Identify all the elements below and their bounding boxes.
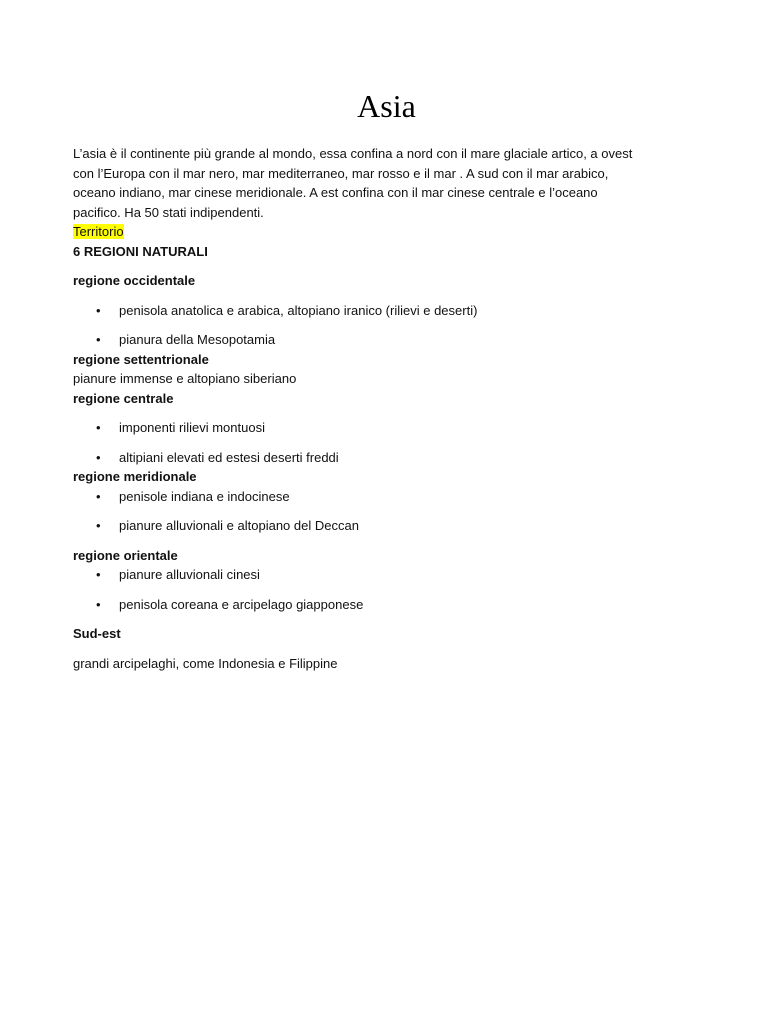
bullet-icon: • (96, 567, 101, 582)
list-centrale (73, 418, 698, 467)
list-item (73, 301, 698, 321)
list-item-text: pianure alluvionali cinesi (119, 567, 260, 582)
bullet-icon: • (96, 302, 101, 318)
bullet-icon: • (96, 332, 101, 347)
section-title-sudest: Sud-est (73, 626, 121, 641)
section-title-meridionale: regione meridionale (73, 469, 197, 484)
list-item (73, 565, 698, 585)
intro-line: L’asia è il continente più grande al mondo, essa confina a nord con il mare glaciale artico, a ovest (73, 146, 633, 161)
list-item-text: pianura della Mesopotamia (119, 332, 276, 347)
section-text-sudest: grandi arcipelaghi, come Indonesia e Filippine (73, 655, 338, 671)
section-title-orientale: regione orientale (73, 547, 178, 563)
list-item (73, 330, 698, 350)
intro-line: pacifico. Ha 50 stati indipendenti. (73, 204, 264, 220)
territorio-label: Territorio (73, 224, 124, 239)
document-title: Asia (357, 88, 416, 124)
list-item-text: penisola anatolica e arabica, altopiano iranico (rilievi e deserti) (119, 302, 478, 318)
section-text-settentrionale: pianure immense e altopiano siberiano (73, 371, 297, 386)
list-item (73, 487, 698, 507)
list-item-text: penisole indiana e indocinese (119, 488, 290, 504)
regions-heading: 6 REGIONI NATURALI (73, 243, 208, 259)
list-meridionale (73, 487, 698, 536)
list-item-text: penisola coreana e arcipelago giapponese (119, 596, 364, 612)
intro-paragraph (73, 144, 698, 222)
bullet-icon: • (96, 488, 101, 504)
territorio-label-line (73, 222, 698, 242)
intro-line: oceano indiano, mar cinese meridionale. A est confina con il mar cinese centrale e l’oceano (73, 185, 598, 200)
list-item-text: altipiani elevati ed estesi deserti freddi (119, 449, 339, 465)
bullet-icon: • (96, 420, 101, 435)
section-title-settentrionale: regione settentrionale (73, 351, 209, 367)
list-occidentale (73, 301, 698, 350)
list-orientale (73, 565, 698, 614)
bullet-icon: • (96, 596, 101, 612)
bullet-icon: • (96, 449, 101, 465)
section-title-centrale: regione centrale (73, 390, 174, 406)
bullet-icon: • (96, 518, 101, 533)
section-title-occidentale: regione occidentale (73, 273, 196, 288)
list-item-text: pianure alluvionali e altopiano del Deccan (119, 518, 359, 533)
list-item (73, 595, 698, 615)
list-item (73, 448, 698, 468)
document-page (73, 88, 698, 673)
list-item (73, 516, 698, 536)
list-item-text: imponenti rilievi montuosi (119, 420, 265, 435)
list-item (73, 418, 698, 438)
intro-line: con l’Europa con il mar nero, mar mediterraneo, mar rosso e il mar . A sud con il mar arabico, (73, 165, 609, 181)
